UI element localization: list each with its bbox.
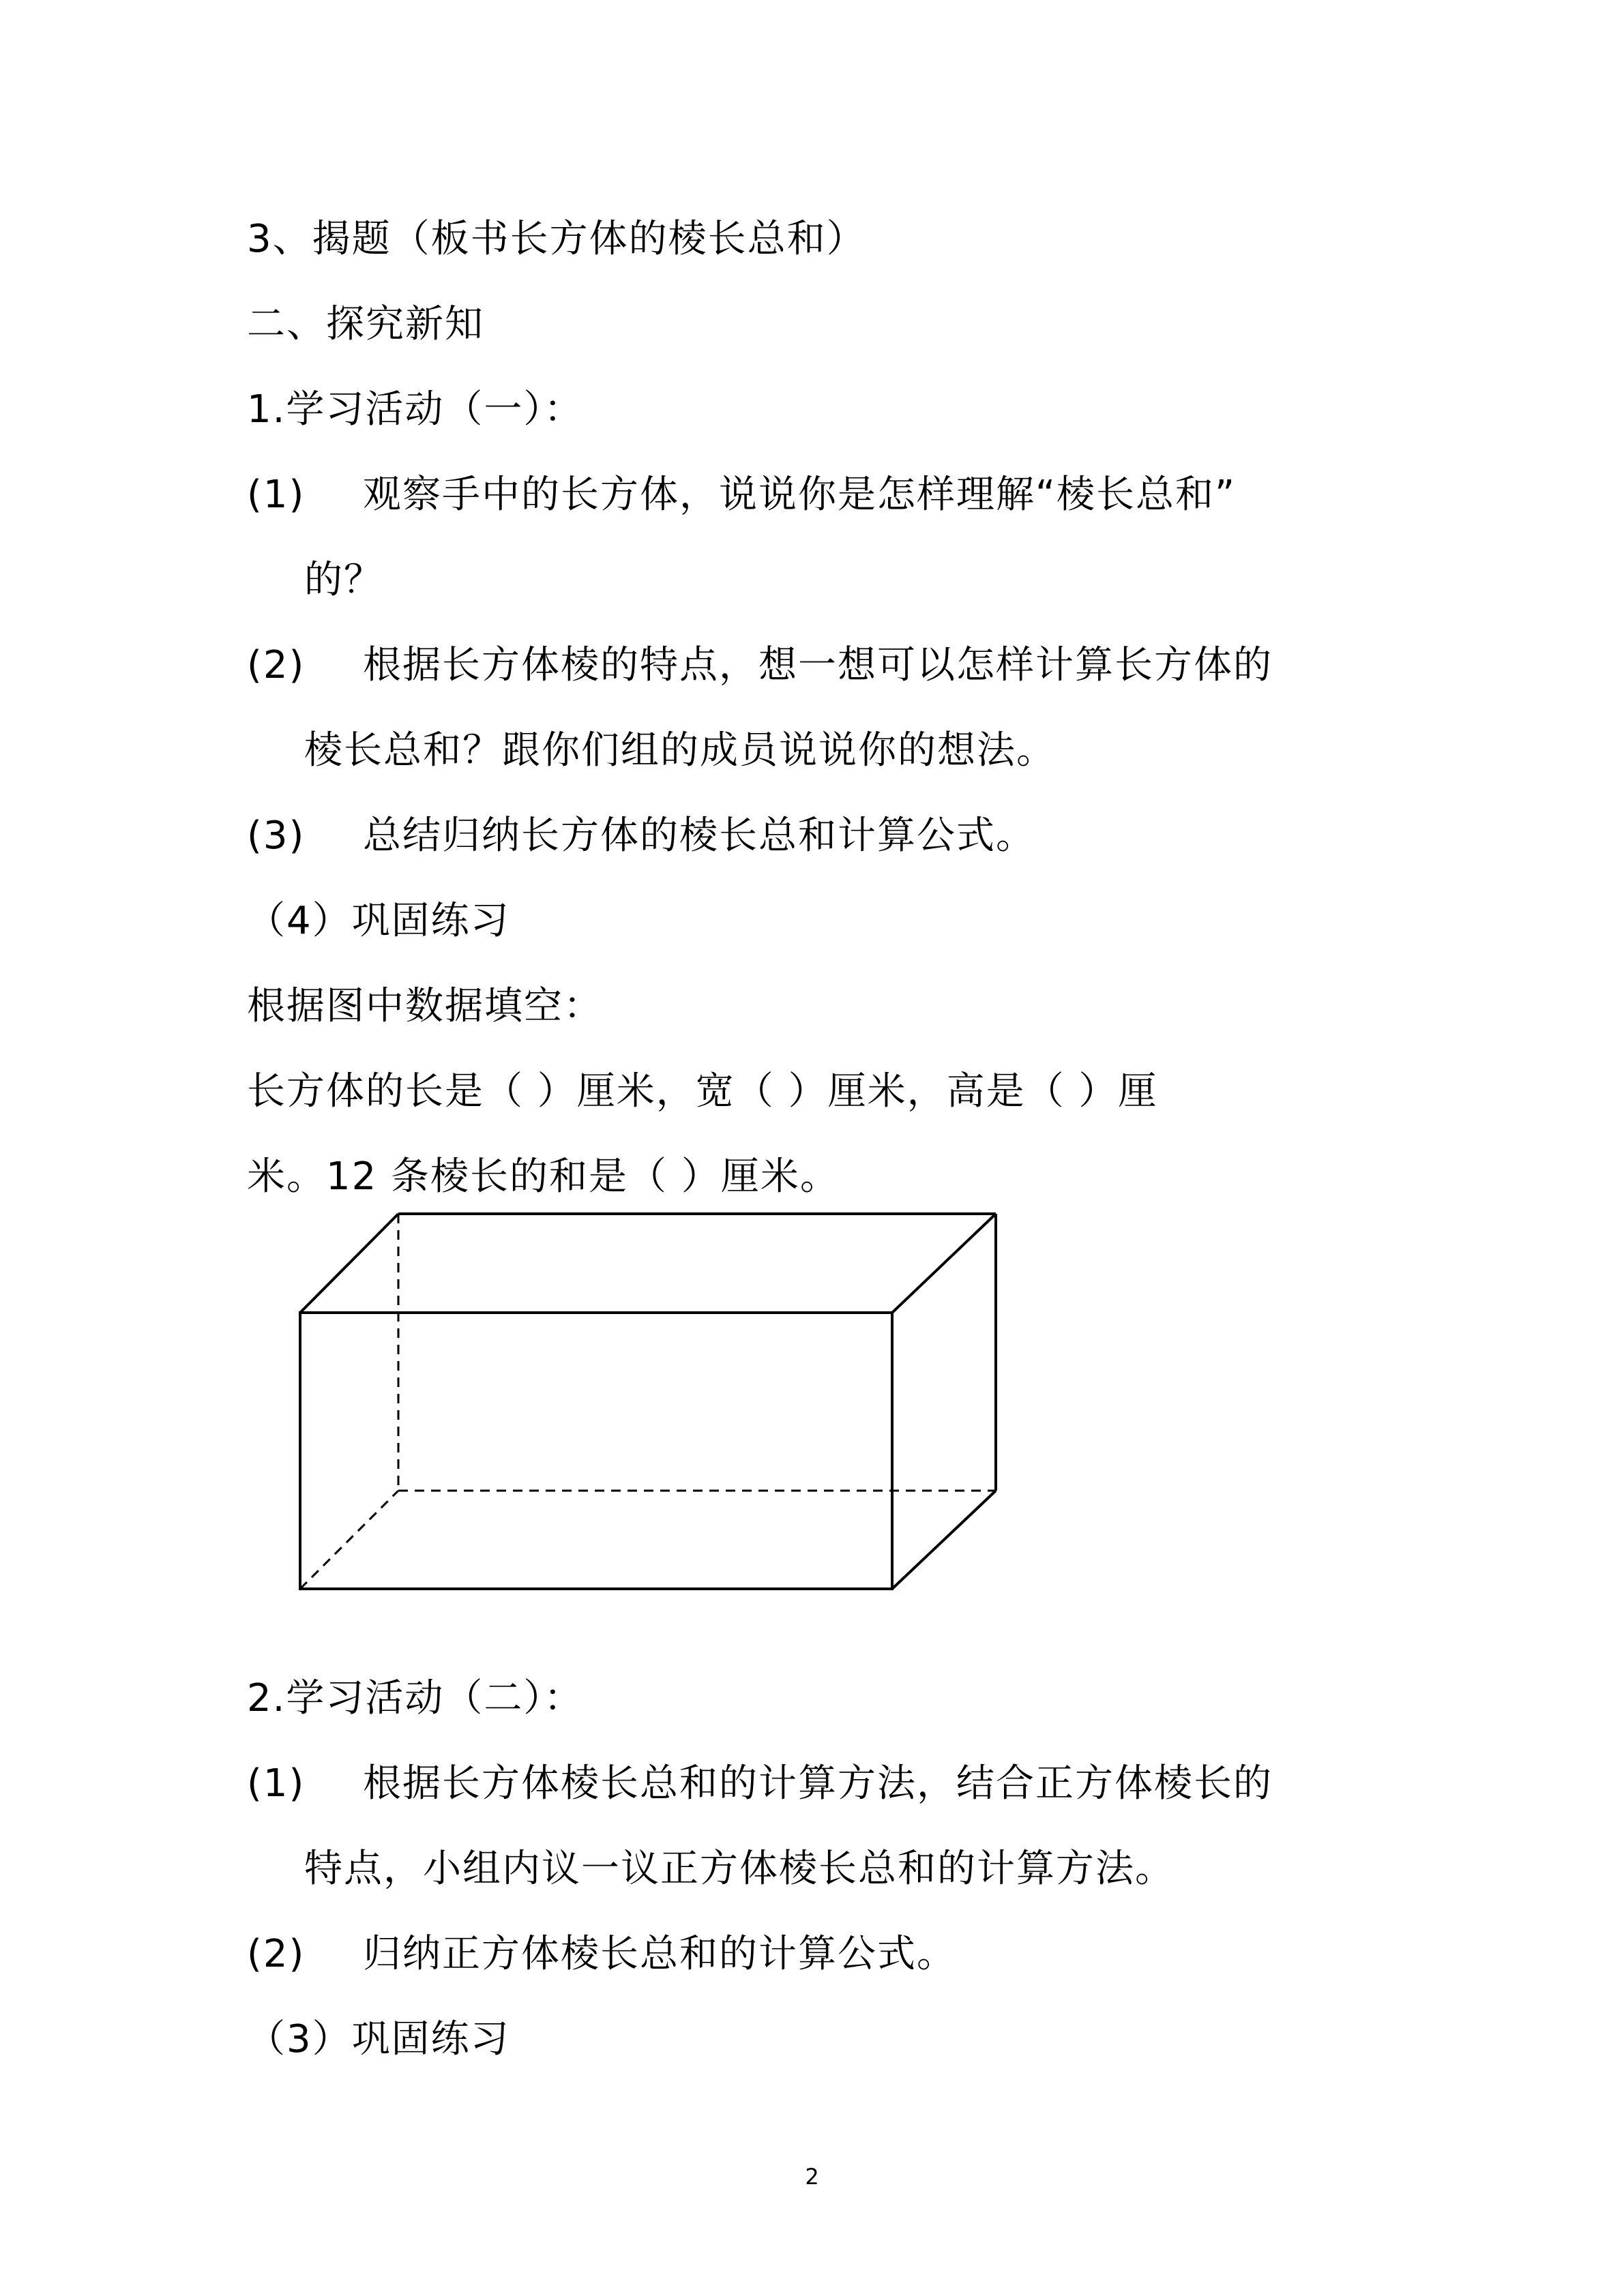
question-number: (2) <box>247 1932 306 1976</box>
activity-1-title: 1.学习活动（一）： <box>247 387 584 432</box>
question-number: (1) <box>247 1761 306 1806</box>
question-number: (1) <box>247 473 306 517</box>
activity-1-question-3 <box>247 811 1035 861</box>
activity-1-question-1-continued: 的？ <box>304 558 383 602</box>
cuboid-top-left-edge <box>300 1214 398 1313</box>
cuboid-bottom-right-edge <box>892 1491 996 1589</box>
activity-2-question-1 <box>247 1759 1273 1808</box>
question-text: 根据长方体棱长总和的计算方法，结合正方体棱长的 <box>363 1761 1273 1806</box>
activity-1-question-2 <box>247 641 1273 690</box>
cuboid-top-right-edge <box>892 1214 996 1313</box>
activity-1-question-4: （4）巩固练习 <box>247 899 510 943</box>
item-3-reveal-topic: 3、揭题（板书长方体的棱长总和） <box>247 217 866 261</box>
activity-1-question-2-continued: 棱长总和？跟你们组的成员说说你的想法。 <box>304 728 1056 773</box>
section-heading-explore: 二、探究新知 <box>247 302 484 346</box>
activity-2-question-3: （3）巩固练习 <box>247 2017 510 2061</box>
fill-in-line-1: 长方体的长是（ ）厘米，宽（ ）厘米，高是（ ）厘 <box>247 1069 1158 1114</box>
page-number: 2 <box>805 2164 819 2190</box>
activity-2-question-1-continued: 特点，小组内议一议正方体棱长总和的计算方法。 <box>304 1847 1175 1891</box>
question-number: (3) <box>247 814 306 858</box>
question-text: 根据长方体棱的特点，想一想可以怎样计算长方体的 <box>363 643 1273 687</box>
question-text: 总结归纳长方体的棱长总和计算公式。 <box>363 814 1035 858</box>
cuboid-diagram <box>286 1200 1016 1623</box>
question-number: (2) <box>247 643 306 687</box>
question-text: 归纳正方体棱长总和的计算公式。 <box>363 1932 956 1976</box>
fill-in-prompt: 根据图中数据填空： <box>247 984 603 1028</box>
question-text: 观察手中的长方体，说说你是怎样理解“棱长总和” <box>363 473 1237 517</box>
cuboid-front-face <box>300 1313 892 1589</box>
activity-2-title: 2.学习活动（二）： <box>247 1676 584 1720</box>
activity-1-question-1 <box>247 471 1236 520</box>
activity-2-question-2 <box>247 1930 956 1979</box>
fill-in-line-2: 米。12 条棱长的和是（ ）厘米。 <box>247 1154 840 1199</box>
cuboid-hidden-diagonal-edge <box>300 1491 398 1589</box>
